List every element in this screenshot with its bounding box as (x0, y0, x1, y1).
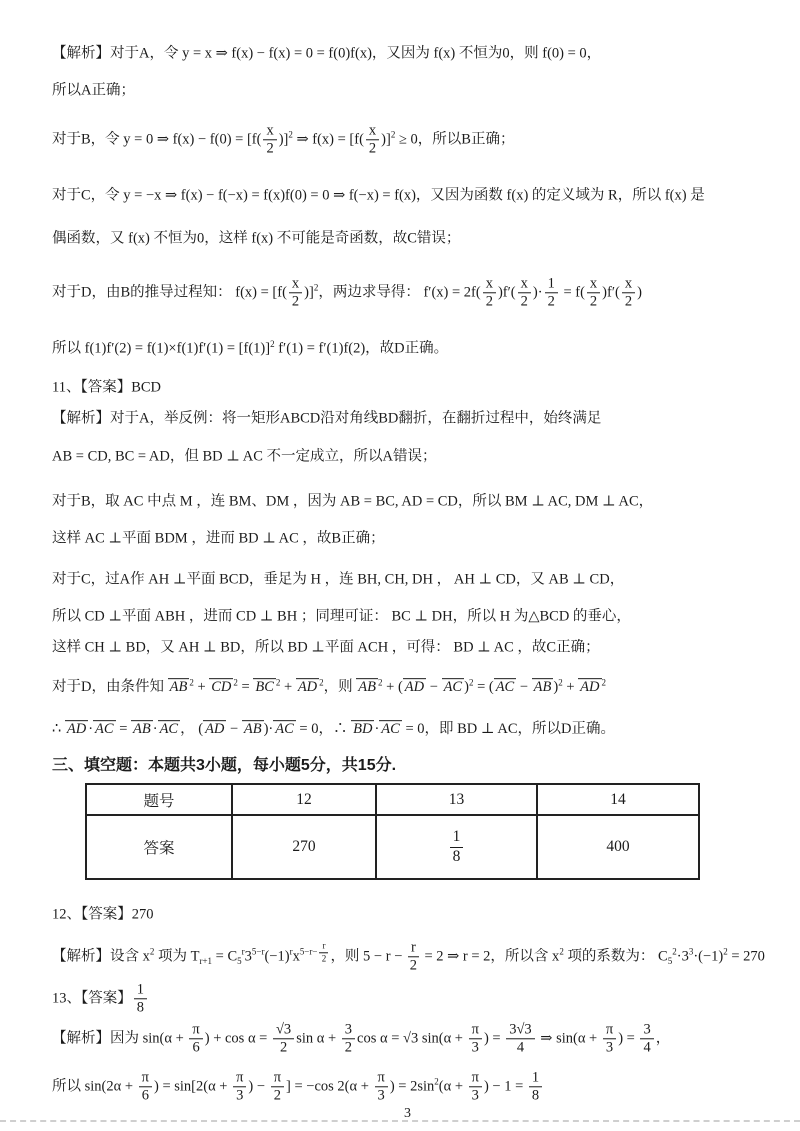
problem13-answer-heading: 13、【答案】 $\frac{1}{8}$ (52, 982, 149, 1015)
solution-line: 所以 CD ⊥平面 ABH ，进而 CD ⊥ BH ；同理可证： BC ⊥ DH，所以 H 为△BCD 的垂心， (52, 608, 631, 625)
solution-line: 所以 $f(1)f'(2) = f(1)\times f(1)f'(1) = [f(1)]^2$ f′(1) = f′(1)f(2)，故D正确。 (52, 338, 449, 357)
page-number: 3 (404, 1106, 411, 1121)
solution-line: 对于D，由条件知 AB $^2$ + CD $^2$ = BC $^2$ + AD $^2$，则 AB $^2$ + ( AD − AC )$^2$ = ( AC − AB )$^2$ + AD $^2$ (52, 677, 607, 696)
table-answer-cell: $\frac{1}{8}$ (377, 816, 538, 878)
fill-in-blank-section-header: 三、填空题：本题共3小题，每小题5分，共15分. (52, 756, 397, 774)
table-header-cell: 题号 (87, 785, 233, 816)
answer-table (85, 783, 700, 880)
solution-line: 【解析】对于A，举反例：将一矩形ABCD沿对角线BD翻折，在翻折过程中，始终满足 (52, 410, 602, 427)
page-bottom-edge (0, 1120, 800, 1122)
solution-line: 对于B，取 AC 中点 M ，连 BM、DM ，因为 AB = BC, AD = CD，所以 BM ⊥ AC, DM ⊥ AC， (52, 493, 654, 510)
table-header-cell: 13 (377, 785, 538, 816)
table-answer-cell: 400 (606, 838, 630, 855)
solution-line: 这样 CH ⊥ BD，又 AH ⊥ BD，所以 BD ⊥平面 ACH ，可得： BD ⊥ AC ，故C正确； (52, 639, 600, 656)
solution-line: 【解析】对于A，令 y = x ⇒ f(x) − f(x) = 0 = f(0)f(x)，又因为 f(x) 不恒为0，则 f(0) = 0， (52, 45, 602, 62)
solution-line: AB = CD, BC = AD，但 BD ⊥ AC 不一定成立，所以A错误； (52, 448, 437, 465)
table-header-cell: 14 (538, 785, 698, 816)
solution-line: 对于B，令 y = 0 ⇒ f(x) − f(0) = [f( $\frac{x}{2}$ )]$^2$ ⇒ f(x) = [f( $\frac{x}{2}$ )]$^2$ ≥ 0，所以B正确； (52, 122, 515, 157)
solution-line: 所以A正确； (52, 82, 135, 99)
solution-line: 对于C，过A作 AH ⊥平面 BCD，垂足为 H ，连 BH, CH, DH ， AH ⊥ CD，又 AB ⊥ CD， (52, 571, 625, 588)
table-header-cell: 12 (233, 785, 377, 816)
solution-line: 对于D，由B的推导过程知： f(x) = [f( $\frac{x}{2}$ )]$^2$，两边求导得： f′(x) = 2f( $\frac{x}{2}$ )f′( $\frac{x}{2}$ )· $\frac{1}{2}$ = f( $\frac{x}{2}$ )f′( $\frac{x}{2}$ ) (52, 275, 642, 310)
table-row-label: 答案 (87, 816, 233, 878)
solution-line: 这样 AC ⊥平面 BDM ，进而 BD ⊥ AC ，故B正确； (52, 530, 385, 547)
solution-line: 【解析】设含 $x^2$ 项为 $T_{r+1} = C_5^r3^{5-r}(-1)^rx^{5-r- \frac{r}{2}}$ ，则 5 − r − $\frac{r}{2}$ = 2 ⇒ r = 2，所以含 $x^2$ 项的系数为： $C_5^2\cdot 3^3\cdot(-1)^2 = 270$ (52, 939, 765, 974)
solution-line: 对于C，令 y = −x ⇒ f(x) − f(−x) = f(x)f(0) = 0 ⇒ f(−x) = f(x)，又因为函数 f(x) 的定义域为 R，所以 f(x) 是 (52, 187, 705, 204)
table-answer-cell: 270 (233, 816, 377, 878)
solution-line: 偶函数，又 f(x) 不恒为0，这样 f(x) 不可能是奇函数，故C错误； (52, 230, 461, 247)
solution-line: ∴ AD · AC = AB · AC ， ( AD − AB )· AC = 0，∴ BD · AC = 0，即 BD ⊥ AC，所以D正确。 (52, 721, 615, 738)
problem12-answer-heading: 12、【答案】270 (52, 906, 154, 923)
solution-line: 所以 sin(2α + $\frac{\pi}{6}$ ) = sin[2(α + $\frac{\pi}{3}$ ) − $\frac{\pi}{2}$ ] = −cos 2(α + $\frac{\pi}{3}$ ) = $2\sin^2(\alpha$ + $\frac{\pi}{3}$ ) − 1 = $\frac{1}{8}$ (52, 1070, 544, 1103)
problem11-answer-heading: 11、【答案】BCD (52, 379, 162, 396)
solution-line: 【解析】因为 sin(α + $\frac{\pi}{6}$ ) + cos α = $\frac{√3}{2}$ sin α + $\frac{3}{2}$ cos α = √3 sin(α + $\frac{\pi}{3}$ ) = $\frac{3√3}{4}$ ⇒ sin(α + $\frac{\pi}{3}$ ) = $\frac{3}{4}$ ， (52, 1021, 671, 1056)
